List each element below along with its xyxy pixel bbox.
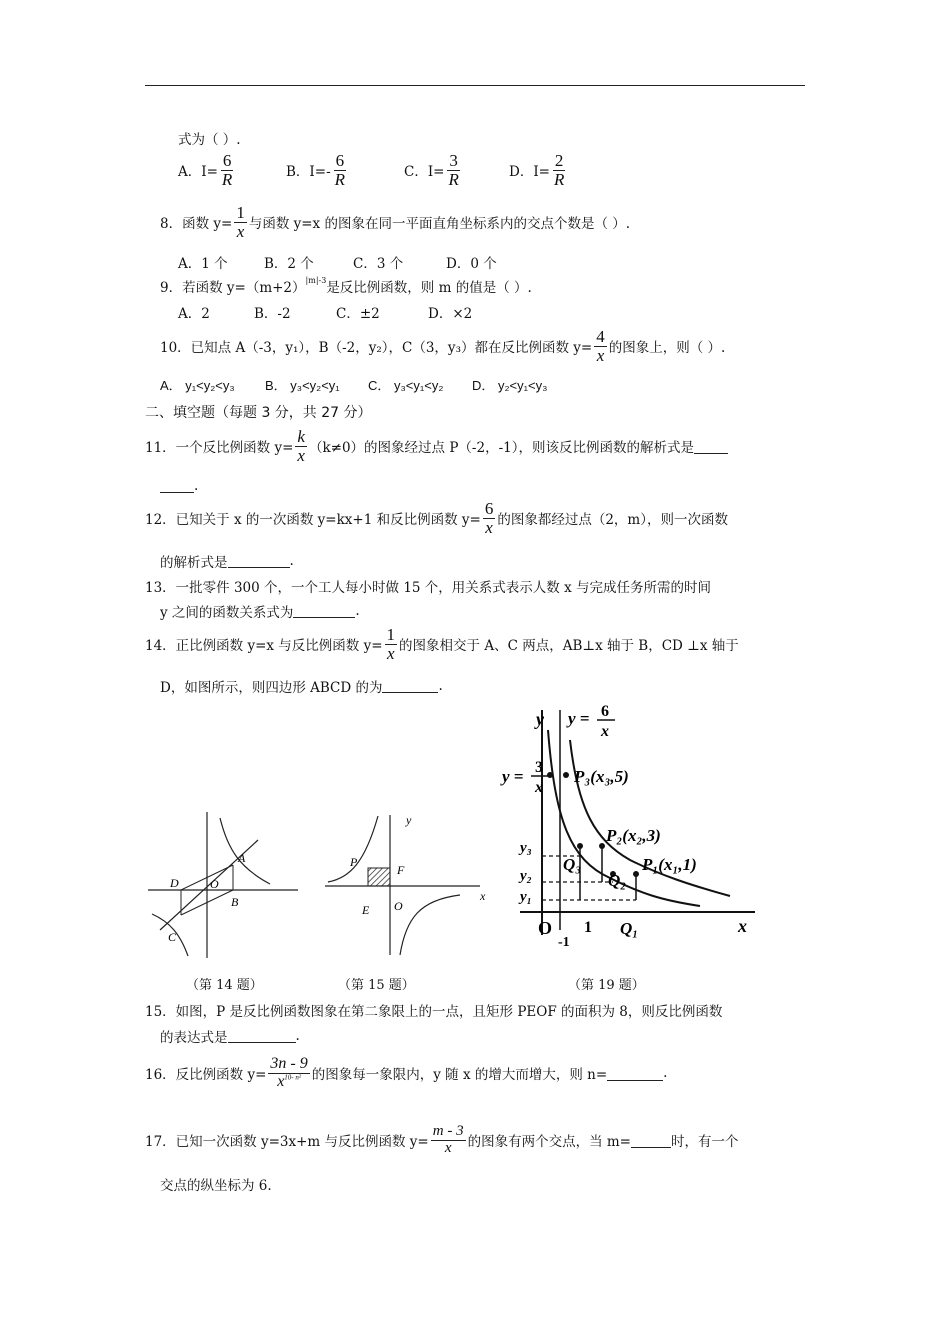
fig15-caption: （第 15 题） [338, 978, 415, 993]
q12-stem-pre: 12．已知关于 x 的一次函数 y=kx+1 和反比例函数 y= [145, 512, 481, 529]
fig19-label-y1: y₁ [520, 889, 532, 905]
fig19-tick-1: 1 [584, 919, 592, 936]
q8-stem-post: 与函数 y=x 的图象在同一平面直角坐标系内的交点个数是（ ）. [248, 216, 631, 233]
q17-stem-post2: 时，有一个 [670, 1134, 739, 1151]
q11-stem [145, 428, 728, 465]
fig19-eq-right-num: 6 [601, 703, 609, 720]
fig14-caption: （第 14 题） [186, 978, 263, 993]
fig19-point-p3 [563, 772, 569, 778]
q11-line2 [160, 478, 198, 494]
q15-end: . [295, 1028, 300, 1044]
q14-fraction [385, 626, 398, 663]
fraction-denominator: x [236, 221, 245, 241]
fig15-label-y: y [406, 813, 412, 827]
q9-stem-pre: 9．若函数 y=（m+2） [160, 280, 306, 296]
section-2-heading: 二、填空题（每题 3 分，共 27 分） [145, 405, 372, 421]
q8-stem [160, 204, 630, 241]
q16-den-base: x [277, 1072, 285, 1090]
q12-fraction [483, 500, 496, 537]
fig14-label-c: C [168, 930, 177, 944]
q12-line2 [160, 551, 294, 571]
fig15-curve-q4 [400, 895, 460, 955]
figure-19 [500, 700, 765, 955]
q12-line2-text: 的解析式是 [160, 555, 228, 571]
fig19-eq-left-pre: y = [502, 767, 524, 786]
q12-stem-post: 的图象都经过点（2，m），则一次函数 [497, 512, 728, 529]
q8-option-a: A．1 个 [178, 256, 228, 272]
q15-line1: 15．如图，P 是反比例函数图象在第二象限上的一点，且矩形 PEOF 的面积为 8，则反比例函数 [145, 1004, 723, 1020]
q8-fraction [234, 204, 247, 241]
fig19-eq-left-num: 3 [535, 759, 543, 776]
fraction-denominator [275, 1074, 303, 1091]
q10-option-c: C． y₃<y₁<y₂ [368, 378, 444, 393]
q8-option-b: B．2 个 [264, 256, 314, 272]
q15-line2-text: 的表达式是 [160, 1030, 228, 1046]
fraction-numerator: m - 3 [432, 1123, 464, 1139]
q8-stem-pre: 8．函数 y= [160, 216, 233, 233]
q7-option-c-label: C．I= [404, 164, 445, 181]
q7-option-a-label: A．I= [178, 164, 218, 181]
q14-stem [145, 626, 739, 663]
q13-line2-text: y 之间的函数关系式为 [160, 605, 294, 621]
fig19-caption: （第 19 题） [568, 978, 645, 993]
q14-line2 [160, 676, 443, 696]
q7-option-b-fraction [333, 152, 347, 189]
fig19-label-q2: Q₂ [608, 871, 627, 890]
q16-stem [145, 1056, 667, 1091]
q13-end: . [355, 603, 360, 619]
q7-option-c-fraction [446, 152, 460, 189]
q11-end: . [194, 478, 199, 494]
q7-option-d [509, 152, 568, 189]
q9-stem [160, 276, 532, 296]
q13-line1: 13．一批零件 300 个，一个工人每小时做 15 个，用关系式表示人数 x 与完成任务所需的时间 [145, 580, 711, 596]
fraction-denominator: x [444, 1139, 452, 1156]
q12-end: . [289, 553, 294, 569]
fraction-numerator: 6 [484, 499, 494, 518]
q10-option-a: A． y₁<y₂<y₃ [160, 378, 235, 393]
fig15-label-x: x [480, 889, 486, 903]
figure-15 [320, 800, 500, 960]
fig14-label-a: A [238, 851, 246, 865]
fig15-label-p: P [350, 855, 358, 869]
fig14-label-d: D [170, 876, 179, 890]
fraction-numerator: 6 [335, 151, 345, 170]
q11-answer-blank-cont[interactable] [160, 479, 194, 494]
q10-stem [160, 328, 725, 365]
q13-line2 [160, 601, 360, 621]
q14-line2-text: D，如图所示，则四边形 ABCD 的为 [160, 680, 383, 696]
q17-stem [145, 1124, 738, 1157]
q14-stem-pre: 14．正比例函数 y=x 与反比例函数 y= [145, 638, 383, 655]
q14-stem-post: 的图象相交于 A、C 两点，AB⊥x 轴于 B，CD ⊥x 轴于 [399, 638, 739, 655]
q9-option-d: D．×2 [428, 306, 473, 322]
fig14-label-o: O [210, 877, 219, 891]
fig19-eq-right-pre: y = [568, 709, 590, 728]
q9-option-b: B．-2 [254, 306, 291, 322]
q17-stem-post: 的图象有两个交点，当 m= [467, 1134, 631, 1151]
q10-option-b: B． y₃<y₂<y₁ [265, 378, 340, 393]
q15-answer-blank[interactable] [228, 1029, 296, 1044]
fraction-denominator: x [297, 445, 305, 465]
fraction-numerator: 2 [554, 151, 564, 170]
q17-answer-blank[interactable] [631, 1133, 671, 1148]
q13-answer-blank[interactable] [293, 604, 355, 619]
q7-option-c [404, 152, 509, 189]
figure-14 [140, 810, 300, 960]
q8-option-c: C．3 个 [353, 256, 404, 272]
q7-tail: 式为（ ）. [178, 132, 241, 148]
fraction-denominator: x [387, 643, 395, 663]
q7-option-d-label: D．I= [509, 164, 550, 181]
fig19-y-axis-label: y [536, 709, 544, 729]
fraction-numerator: 3n - 9 [270, 1055, 308, 1072]
q17-stem-pre: 17．已知一次函数 y=3x+m 与反比例函数 y= [145, 1134, 429, 1151]
q11-stem-post: （k≠0）的图象经过点 P（-2，-1），则该反比例函数的解析式是 [308, 440, 694, 457]
fig19-label-p1: P₁(x₁,1) [642, 855, 697, 874]
q9-option-c: C．±2 [336, 306, 380, 322]
q16-fraction [268, 1056, 309, 1091]
q8-option-d: D．0 个 [446, 256, 497, 272]
fig19-label-p2: P₂(x₂,3) [606, 826, 661, 845]
fig19-label-q3: Q₃ [563, 855, 582, 874]
q7-option-d-fraction [552, 152, 566, 189]
q7-option-b [286, 152, 404, 189]
q16-stem-post: 的图象每一象限内，y 随 x 的增大而增大，则 n= [311, 1067, 608, 1084]
fraction-numerator: 1 [386, 625, 396, 644]
fig14-label-b: B [231, 895, 239, 909]
q15-line2 [160, 1026, 300, 1046]
fig19-x-axis-label: x [738, 916, 747, 936]
q11-answer-blank[interactable] [694, 439, 728, 454]
fraction-denominator: R [334, 169, 346, 189]
q11-stem-pre: 11．一个反比例函数 y= [145, 440, 294, 457]
q10-option-d: D． y₂<y₁<y₃ [472, 378, 548, 393]
q9-stem-post: 是反比例函数，则 m 的值是（ ）. [326, 280, 532, 296]
q9-option-a: A．2 [178, 306, 210, 322]
q12-stem [145, 500, 728, 537]
q16-den-exponent: 10- n² [284, 1073, 301, 1082]
fig15-label-e: E [362, 903, 370, 917]
fig15-label-o: O [394, 899, 403, 913]
fraction-numerator: 3 [449, 151, 458, 170]
fraction-denominator: x [596, 345, 605, 365]
fig19-label-q1: Q₁ [620, 919, 639, 938]
q14-end: . [438, 678, 443, 694]
q12-answer-blank[interactable] [228, 554, 290, 569]
fraction-numerator: 1 [236, 203, 245, 222]
fraction-denominator: R [553, 169, 565, 189]
fraction-numerator: 4 [596, 327, 605, 346]
fraction-denominator: x [485, 517, 493, 537]
q10-fraction [594, 328, 607, 365]
header-rule [145, 85, 805, 86]
q7-option-b-label: B．I=- [286, 164, 331, 181]
fraction-denominator: R [221, 169, 233, 189]
fraction-numerator: 6 [222, 151, 232, 170]
q7-options [178, 152, 568, 189]
q16-answer-blank[interactable] [607, 1066, 663, 1081]
q10-stem-pre: 10．已知点 A（-3，y₁），B（-2，y₂），C（3，y₃）都在反比例函数 y= [160, 340, 593, 357]
q16-end: . [663, 1065, 668, 1082]
fig19-eq-left-den: x [535, 779, 543, 796]
q17-line2: 交点的纵坐标为 6. [160, 1178, 272, 1194]
fraction-denominator: R [448, 169, 459, 189]
fraction-numerator: k [297, 427, 305, 446]
fig19-label-p3: P₃(x₃,5) [574, 767, 629, 786]
fig19-label-y3: y₃ [520, 840, 532, 856]
fig15-rectangle-peof [368, 868, 390, 886]
q14-answer-blank[interactable] [382, 679, 438, 694]
fig19-eq-right-den: x [601, 723, 609, 740]
q9-exponent: |m|-3 [305, 275, 327, 285]
fig15-label-f: F [397, 863, 405, 877]
q11-fraction [295, 428, 307, 465]
q16-stem-pre: 16．反比例函数 y= [145, 1067, 267, 1084]
fig19-point-p3-left [547, 772, 553, 778]
fig19-tick-minus1: -1 [558, 935, 570, 950]
q10-stem-post: 的图象上，则（ ）. [608, 340, 726, 357]
fig19-origin-label: O [538, 918, 553, 938]
q7-option-a-fraction [220, 152, 234, 189]
q17-fraction [431, 1124, 466, 1157]
q7-option-a [178, 152, 286, 189]
fig19-label-y2: y₂ [520, 868, 532, 884]
